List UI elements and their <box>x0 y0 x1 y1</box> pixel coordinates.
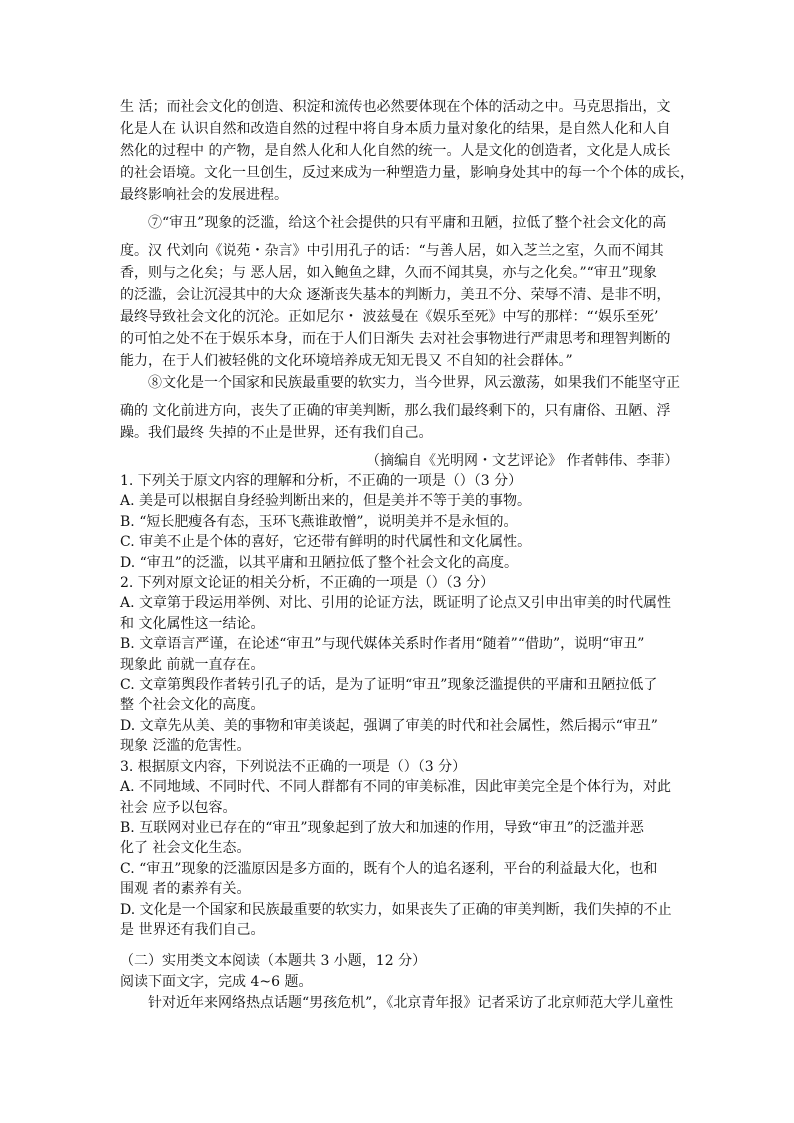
answer-option: 是 世界还有我们自己。 <box>120 921 265 938</box>
paragraph-line: 生 活；而社会文化的创造、积淀和流传也必然要体现在个体的活动之中。马克思指出，文 <box>120 99 671 115</box>
answer-option: A. 文章第于段运用举例、对比、引用的论证方法，既证明了论点又引申出审美的时代属性 <box>120 595 672 612</box>
answer-option: A. 不同地域、不同时代、不同人群都有不同的审美标准，因此审美完全是个体行为，对此 <box>120 779 672 796</box>
section-instruction: 阅读下面文字，完成 4~6 题。 <box>120 974 313 990</box>
paragraph-line: 确的 文化前进方向，丧失了正确的审美判断，那么我们最终剩下的，只有庸俗、丑陋、浮 <box>120 403 671 419</box>
question-stem: 2. 下列对原文论证的相关分析，不正确的一项是（）（3 分） <box>120 575 495 592</box>
answer-option: D. 文章先从美、美的事物和审美谈起，强调了审美的时代和社会属性，然后揭示“审丑” <box>120 717 658 734</box>
paragraph-line: 然化的过程中 的产物，是自然人化和人化自然的统一。人是文化的创造者，文化是人成长 <box>120 143 671 159</box>
answer-option: B. 互联网对业已存在的“审丑”现象起到了放大和加速的作用，导致“审丑”的泛滥并恶 <box>120 819 644 836</box>
paragraph-line: ⑧文化是一个国家和民族最重要的软实力，当今世界，风云激荡，如果我们不能坚守正 <box>148 375 680 391</box>
answer-option: 整 个社会文化的高度。 <box>120 697 265 714</box>
answer-option: B. 文章语言严谨，在论述“审丑”与现代媒体关系时作者用“随着”“借助”，说明“审丑” <box>120 636 645 653</box>
paragraph-line: 化是人在 认识自然和改造自然的过程中将自身本质力量对象化的结果，是自然人化和人自 <box>120 121 671 137</box>
answer-option: 现象 泛滥的危害性。 <box>120 738 251 755</box>
answer-option: C. “审丑”现象的泛滥原因是多方面的，既有个人的追名逐利，平台的利益最大化，也和 <box>120 860 658 877</box>
answer-option: B. “短长肥瘦各有态，玉环飞燕谁敢憎”，说明美并不是永恒的。 <box>120 513 518 530</box>
paragraph-line: 的可怕之处不在于娱乐本身，而在于人们日渐失 去对社会事物进行严肃思考和理智判断的 <box>120 331 671 347</box>
answer-option: 社会 应予以包容。 <box>120 799 237 816</box>
question-stem: 3. 根据原文内容，下列说法不正确的一项是（）（3 分） <box>120 758 467 775</box>
answer-option: A. 美是可以根据自身经验判断出来的，但是美并不等于美的事物。 <box>120 493 532 510</box>
paragraph-line: 最终影响社会的发展进程。 <box>120 187 288 203</box>
answer-option: C. 文章第舆段作者转引孔子的话，是为了证明“审丑”现象泛滥提供的平庸和丑陋拉低了 <box>120 677 658 694</box>
answer-option: 现象此 前就一直存在。 <box>120 656 265 673</box>
section-heading: （二）实用类文本阅读（本题共 3 小题，12 分） <box>120 953 427 969</box>
paragraph-7 <box>120 212 680 372</box>
answer-option: 围观 者的素养有关。 <box>120 881 251 898</box>
paragraph-line: 最终导致社会文化的沉沦。正如尼尔・ 波兹曼在《娱乐至死》中写的那样：“‘娱乐至死’ <box>120 309 659 325</box>
source-citation: （摘编自《光明网・文艺评论》 作者韩伟、李菲） <box>366 453 679 469</box>
paragraph-6 <box>120 96 694 206</box>
answer-option: D. 文化是一个国家和民族最重要的软实力，如果丧失了正确的审美判断，我们失掉的不止 <box>120 901 672 918</box>
paragraph-line: 度。汉 代刘向《说苑・杂言》中引用孔子的话：“与善人居，如入芝兰之室，久而不闻其 <box>120 243 664 259</box>
answer-option: 化了 社会文化生态。 <box>120 840 251 857</box>
section-intro: 针对近年来网络热点话题“男孩危机”，《北京青年报》记者采访了北京师范大学儿童性 <box>148 995 674 1011</box>
paragraph-line: 躁。我们最终 失掉的不止是世界，还有我们自己。 <box>120 425 433 441</box>
paragraph-line: 的泛滥，会让沉浸其中的大众 逐渐丧失基本的判断力，美丑不分、荣辱不清、是非不明， <box>120 287 671 303</box>
question-stem: 1. 下列关于原文内容的理解和分析，不正确的一项是（）（3 分） <box>120 473 523 489</box>
answer-option: D. “审丑”的泛滥，以其平庸和丑陋拉低了整个社会文化的高度。 <box>120 554 518 571</box>
section-2 <box>120 951 680 1014</box>
paragraph-line: 香，则与之化矣；与 恶人居，如入鲍鱼之肆，久而不闻其臭，亦与之化矣。”“审丑”现象 <box>120 265 657 281</box>
answer-option: 和 文化属性这一结论。 <box>120 615 265 632</box>
paragraph-line: 能力，在于人们被轻佻的文化环境培养成无知无畏又 不自知的社会群体。” <box>120 353 573 369</box>
answer-option: C. 审美不止是个体的喜好，它还带有鲜明的时代属性和文化属性。 <box>120 534 532 551</box>
paragraph-line: 的社会语境。文化一旦创生，反过来成为一种塑造力量，影响身处其中的每一个个体的成长， <box>120 165 694 181</box>
paragraph-8 <box>120 372 680 444</box>
paragraph-line: ⑦“审丑”现象的泛滥，给这个社会提供的只有平庸和丑陋，拉低了整个社会文化的高 <box>148 215 667 231</box>
question-list <box>120 471 680 940</box>
